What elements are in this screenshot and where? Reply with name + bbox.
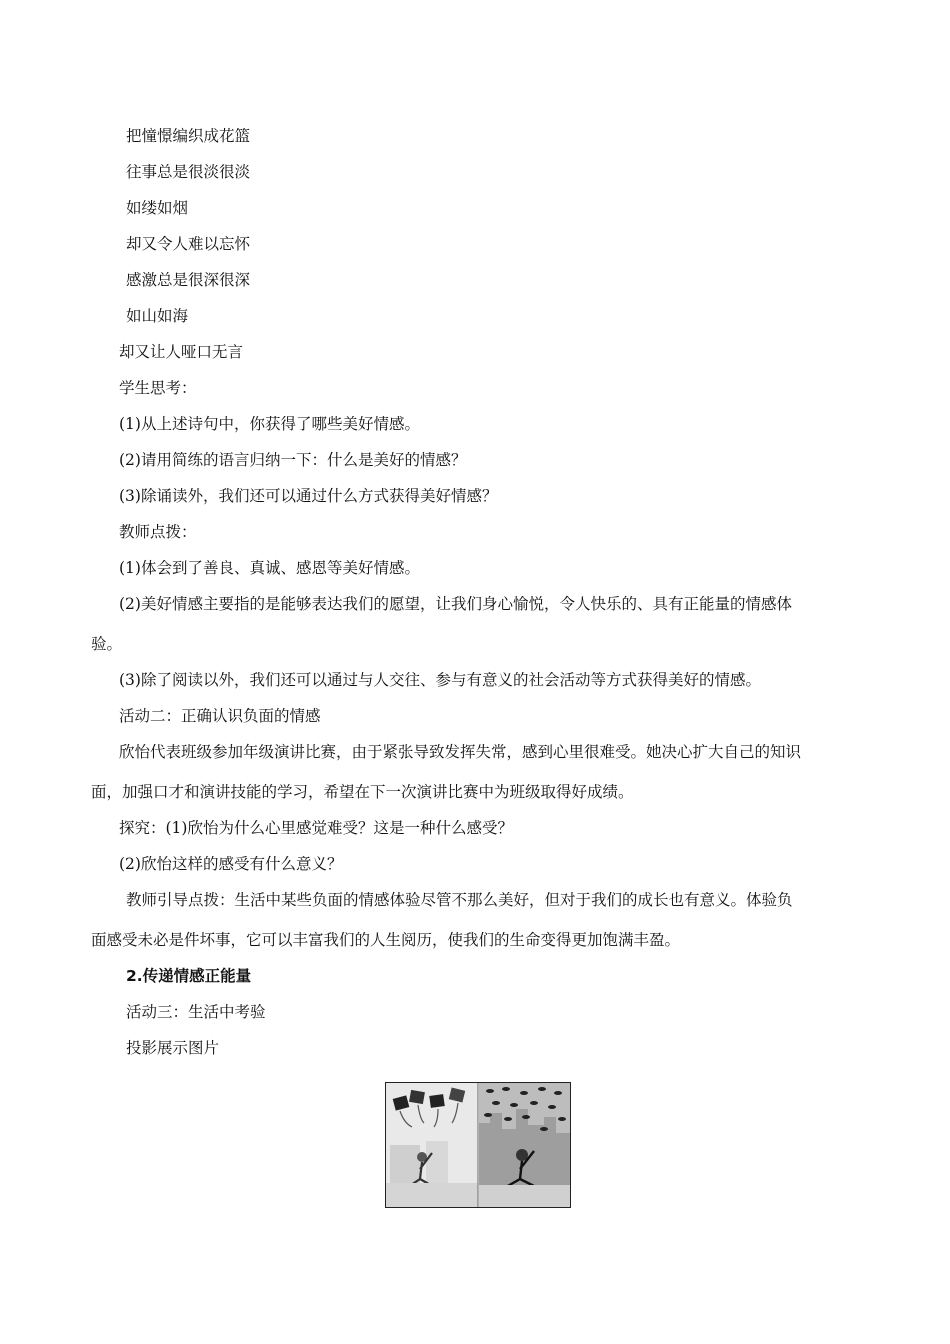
student-question-2: (2)请用简练的语言归纳一下：什么是美好的情感？ [119,451,467,469]
left-building [390,1145,420,1185]
poem-line-3: 如缕如烟 [126,199,189,217]
cartoon-illustration [385,1082,571,1208]
poem-line-7: 却又让人哑口无言 [119,343,244,361]
teacher-answer-2-line-2: 验。 [91,635,123,653]
teacher-guide-heading: 教师点拨： [119,523,197,541]
teacher-answer-1: (1)体会到了善良、真诚、感恩等美好情感。 [119,559,420,577]
activity2-explore-question-2: (2)欣怡这样的感受有什么意义？ [119,855,343,873]
student-question-1: (1)从上述诗句中，你获得了哪些美好情感。 [119,415,420,433]
projection-caption: 投影展示图片 [126,1039,220,1057]
poem-line-6: 如山如海 [126,307,189,325]
section2-heading: 2.传递情感正能量 [126,967,252,985]
poem-line-2: 往事总是很淡很淡 [126,163,251,181]
teacher-answer-2-line-1: (2)美好情感主要指的是能够表达我们的愿望，让我们身心愉悦，令人快乐的、具有正能量的情感体 [119,595,792,613]
activity2-title: 活动二：正确认识负面的情感 [119,707,321,725]
cartoon-drawing [386,1083,570,1207]
activity2-explore-question-1: 探究：(1)欣怡为什么心里感觉难受？这是一种什么感受？ [119,819,513,837]
student-question-3: (3)除诵读外，我们还可以通过什么方式获得美好情感？ [119,487,498,505]
activity2-story-line-2: 面，加强口才和演讲技能的学习，希望在下一次演讲比赛中为班级取得好成绩。 [91,783,634,801]
left-ground [386,1183,478,1207]
activity2-guide-line-1: 教师引导点拨：生活中某些负面的情感体验尽管不那么美好，但对于我们的成长也有意义。体验负 [126,891,793,909]
activity2-guide-line-2: 面感受未必是件坏事，它可以丰富我们的人生阅历，使我们的生命变得更加饱满丰盈。 [91,931,681,949]
poem-line-5: 感激总是很深很深 [126,271,251,289]
poem-line-1: 把憧憬编织成花篮 [126,127,251,145]
activity3-title: 活动三：生活中考验 [126,1003,266,1021]
right-ground [479,1185,570,1207]
left-building-2 [426,1141,448,1185]
poem-line-4: 却又令人难以忘怀 [126,235,251,253]
student-think-heading: 学生思考： [119,379,197,397]
activity2-story-line-1: 欣怡代表班级参加年级演讲比赛，由于紧张导致发挥失常，感到心里很难受。她决心扩大自己的知识 [119,743,802,761]
teacher-answer-3: (3)除了阅读以外，我们还可以通过与人交往、参与有意义的社会活动等方式获得美好的情感。 [119,671,761,689]
